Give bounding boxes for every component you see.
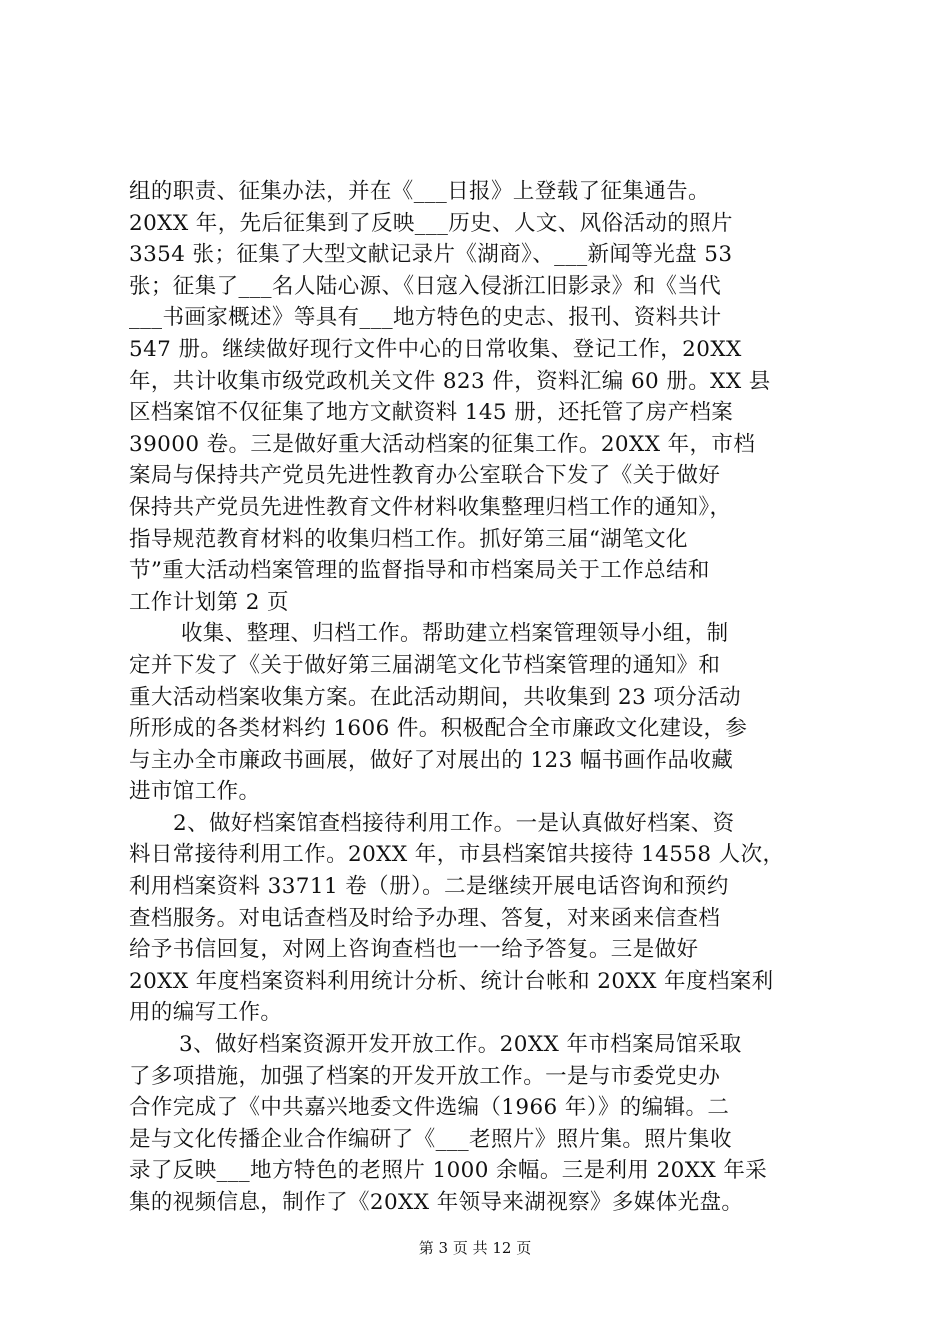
text-line: 录了反映___地方特色的老照片 1000 余幅。三是利用 20XX 年采 (129, 1158, 768, 1184)
paragraph-3 (129, 808, 841, 1029)
text-line: 集的视频信息，制作了《20XX 年领导来湖视察》多媒体光盘。 (129, 1190, 744, 1215)
text-line: 组的职责、征集办法，并在《___日报》上登载了征集通告。 (129, 179, 710, 204)
text-line: 工作计划第 2 页 (129, 589, 289, 615)
text-line: 利用档案资料 33711 卷（册）。二是继续开展电话咨询和预约 (129, 874, 729, 900)
paragraph-4 (129, 1029, 841, 1219)
text-line: 张；征集了___名人陆心源、《日寇入侵浙江旧影录》和《当代 (129, 273, 722, 299)
page-footer (0, 1238, 950, 1258)
paragraph-2 (129, 618, 841, 808)
document-body (129, 176, 841, 1219)
text-line: 547 册。继续做好现行文件中心的日常收集、登记工作，20XX (129, 336, 742, 362)
text-line: 给予书信回复，对网上咨询查档也一一给予答复。三是做好 (129, 937, 699, 963)
text-line: ___书画家概述》等具有___地方特色的史志、报刊、资料共计 (129, 305, 722, 331)
text-line: 3354 张；征集了大型文献记录片《湖商》、___新闻等光盘 53 (129, 242, 733, 268)
text-line: 料日常接待利用工作。20XX 年，市县档案馆共接待 14558 人次， (129, 842, 785, 868)
text-line: 所形成的各类材料约 1606 件。积极配合全市廉政文化建设，参 (129, 716, 748, 742)
text-line: 了多项措施，加强了档案的开发开放工作。一是与市委党史办 (129, 1063, 721, 1089)
paragraph-1 (129, 176, 841, 618)
text-line: 3、做好档案资源开发开放工作。20XX 年市档案局馆采取 (179, 1032, 742, 1058)
text-line: 20XX 年，先后征集到了反映___历史、人文、风俗活动的照片 (129, 210, 733, 236)
text-line: 年，共计收集市级党政机关文件 823 件，资料汇编 60 册。XX 县 (129, 368, 771, 394)
page-number-label: 第 3 页 共 12 页 (418, 1239, 532, 1257)
text-line: 收集、整理、归档工作。帮助建立档案管理领导小组，制 (181, 621, 729, 647)
text-line: 进市馆工作。 (129, 779, 261, 805)
text-line: 定并下发了《关于做好第三届湖笔文化节档案管理的通知》和 (129, 652, 721, 678)
text-line: 2、做好档案馆查档接待利用工作。一是认真做好档案、资 (173, 810, 735, 836)
text-line: 39000 卷。三是做好重大活动档案的征集工作。20XX 年，市档 (129, 431, 756, 457)
text-line: 区档案馆不仅征集了地方文献资料 145 册，还托管了房产档案 (129, 400, 734, 426)
text-line: 保持共产党员先进性教育文件材料收集整理归档工作的通知》， (129, 494, 732, 520)
text-line: 与主办全市廉政书画展，做好了对展出的 123 幅书画作品收藏 (129, 747, 734, 773)
text-line: 指导规范教育材料的收集归档工作。抓好第三届“湖笔文化 (129, 526, 688, 552)
text-line: 20XX 年度档案资料利用统计分析、统计台帐和 20XX 年度档案利 (129, 968, 774, 994)
text-line: 节”重大活动档案管理的监督指导和市档案局关于工作总结和 (129, 558, 710, 584)
text-line: 合作完成了《中共嘉兴地委文件选编（1966 年）》的编辑。二 (129, 1095, 730, 1121)
text-line: 查档服务。对电话查档及时给予办理、答复，对来函来信查档 (129, 905, 721, 931)
text-line: 案局与保持共产党员先进性教育办公室联合下发了《关于做好 (129, 463, 721, 489)
text-line: 是与文化传播企业合作编研了《___老照片》照片集。照片集收 (129, 1126, 732, 1152)
text-line: 用的编写工作。 (129, 1000, 283, 1026)
text-line: 重大活动档案收集方案。在此活动期间，共收集到 23 项分活动 (129, 684, 742, 710)
